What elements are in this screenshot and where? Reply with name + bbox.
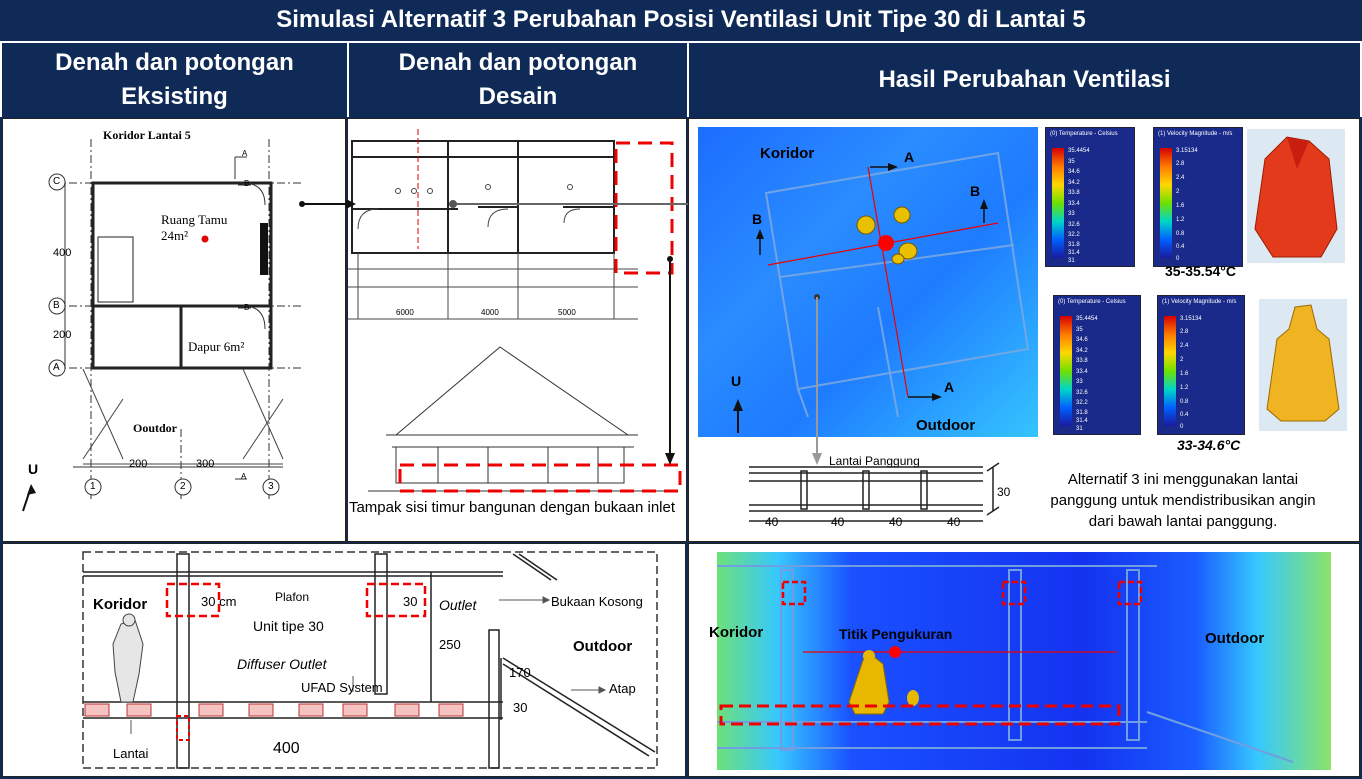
dim-bottom-300: 300	[196, 458, 215, 470]
grid-label-1: 1	[90, 481, 96, 492]
section-b-label: B	[244, 179, 250, 188]
section-dim-2: 40	[831, 515, 845, 529]
design-elevation-caption: Tampak sisi timur bangunan dengan bukaan inlet	[348, 499, 676, 516]
range-label-2: 33-34.6°C	[1177, 437, 1241, 453]
cfd-section-drawing	[717, 552, 1331, 770]
header-design	[347, 41, 687, 117]
outdoor-label: Ooutdor	[133, 421, 178, 435]
header-results	[687, 41, 1362, 117]
vel-bot-v0: 3.15134	[1180, 316, 1202, 322]
vel-top-v6: 0.8	[1176, 231, 1185, 237]
temp-top-v4: 33.8	[1068, 190, 1080, 196]
cfd-sec-a-top: A	[904, 149, 915, 165]
room-name-dapur: Dapur 6m²	[188, 339, 245, 354]
temp-bot-v6: 33	[1076, 379, 1083, 385]
result-description-line1: Alternatif 3 ini menggunakan lantai	[1067, 471, 1299, 488]
temp-top-v3: 34.2	[1068, 180, 1080, 186]
grid-label-2: 2	[180, 481, 186, 492]
section-dim-30: 30	[513, 700, 528, 715]
section-outlet-label: Outlet	[439, 597, 477, 613]
temp-top-v2: 34.6	[1068, 169, 1080, 175]
section-design-drawing	[3, 544, 687, 778]
temp-bot-v1: 35	[1076, 327, 1083, 333]
range-label-1: 35-35.54°C	[1165, 263, 1236, 279]
section-height-label: 30	[997, 485, 1011, 499]
section-unit-label: Unit tipe 30	[253, 618, 324, 634]
vel-top-v7: 0.4	[1176, 244, 1185, 250]
temp-bot-v10: 31.4	[1076, 418, 1088, 424]
temp-top-v9: 31.8	[1068, 242, 1080, 248]
temp-top-v10: 31.4	[1068, 250, 1080, 256]
dim-400: 400	[53, 247, 72, 259]
vel-top-v3: 2	[1176, 189, 1180, 195]
dim-bottom-200: 200	[129, 458, 148, 470]
result-description-line3: dari bawah lantai panggung.	[1088, 513, 1278, 530]
design-dim-5000: 5000	[558, 308, 576, 317]
vel-top-v8: 0	[1176, 256, 1180, 262]
temp-bot-v9: 31.8	[1076, 410, 1088, 416]
vel-bot-v6: 0.8	[1180, 399, 1189, 405]
vel-top-v2: 2.4	[1176, 175, 1185, 181]
header-design-line1: Denah dan potongan	[398, 49, 638, 76]
cfd-section-koridor-label: Koridor	[709, 624, 764, 641]
section-a-top: A	[242, 149, 248, 158]
section-result-panel	[688, 543, 1360, 777]
vel-bot-v5: 1.2	[1180, 385, 1189, 391]
vel-bot-v1: 2.8	[1180, 329, 1189, 335]
temp-top-v5: 33.4	[1068, 201, 1080, 207]
cfd-outdoor-label: Outdoor	[916, 417, 976, 434]
existing-plan-panel	[2, 118, 346, 542]
section-ufad-label: UFAD System	[301, 680, 383, 695]
section-dim-170: 170	[509, 665, 531, 680]
cfd-section-result	[709, 552, 1331, 770]
header-results-text: Hasil Perubahan Ventilasi	[878, 66, 1171, 93]
vel-bot-v3: 2	[1180, 357, 1184, 363]
page-title: Simulasi Alternatif 3 Perubahan Posisi Ventilasi Unit Tipe 30 di Lantai 5	[0, 0, 1362, 40]
section-dim-400: 400	[273, 740, 300, 757]
lantai-panggung-label: Lantai Panggung	[829, 454, 920, 468]
vel-bot-v7: 0.4	[1180, 412, 1189, 418]
vel-legend-top-title: (1) Velocity Magnitude - m/s	[1158, 131, 1233, 137]
temp-bot-v8: 32.2	[1076, 400, 1088, 406]
section-lantai-label: Lantai	[113, 746, 149, 761]
temp-top-v1: 35	[1068, 159, 1075, 165]
cfd-sec-a-bottom: A	[944, 379, 955, 395]
temp-bot-v7: 32.6	[1076, 390, 1088, 396]
section-plafon-label: Plafon	[275, 590, 310, 604]
header-existing-line2: Eksisting	[121, 83, 228, 110]
temp-legend-top-title: (0) Temperature - Celsius	[1050, 131, 1118, 137]
section-bukaan-label: Bukaan Kosong	[551, 594, 643, 609]
temp-bot-v0: 35.4454	[1076, 316, 1098, 322]
temp-bot-v4: 33.8	[1076, 358, 1088, 364]
section-design-panel	[2, 543, 686, 777]
section-dim-250: 250	[439, 637, 461, 652]
temp-bot-v11: 31	[1076, 426, 1083, 432]
section-c-label: B	[244, 303, 250, 312]
cfd-north-label: U	[731, 373, 742, 389]
design-dim-6000: 6000	[396, 308, 414, 317]
cfd-koridor-label: Koridor	[760, 145, 815, 162]
temp-legend-bottom-title: (0) Temperature - Celsius	[1058, 299, 1126, 305]
room-area-ruang-tamu: 24m²	[161, 228, 189, 243]
grid-label-a: A	[53, 362, 60, 373]
temp-top-v0: 35.4454	[1068, 148, 1090, 154]
north-label: U	[28, 461, 39, 477]
temp-bot-v2: 34.6	[1076, 337, 1088, 343]
results-panel	[688, 118, 1360, 542]
header-design-line2: Desain	[478, 83, 558, 110]
section-outdoor-label: Outdoor	[573, 638, 633, 655]
cfd-sec-b-right: B	[970, 183, 981, 199]
section-dim-1: 40	[765, 515, 779, 529]
vel-bot-v8: 0	[1180, 424, 1184, 430]
temp-bot-v5: 33.4	[1076, 369, 1088, 375]
section-30-label: 30	[403, 594, 418, 609]
temp-top-v11: 31	[1068, 258, 1075, 264]
section-atap-label: Atap	[609, 681, 636, 696]
grid-label-c: C	[53, 176, 61, 187]
section-diffuser-label: Diffuser Outlet	[237, 656, 327, 672]
grid-label-3: 3	[268, 481, 274, 492]
temp-bot-v3: 34.2	[1076, 348, 1088, 354]
vel-top-v1: 2.8	[1176, 161, 1185, 167]
design-plan-drawing	[348, 119, 688, 543]
section-a-bottom: A	[241, 472, 247, 481]
room-name-ruang-tamu: Ruang Tamu	[161, 212, 228, 227]
cfd-sec-b-left: B	[752, 211, 763, 227]
cfd-section-outdoor-label: Outdoor	[1205, 630, 1265, 647]
section-dim-4: 40	[947, 515, 961, 529]
dim-200: 200	[53, 329, 72, 341]
design-plan-panel	[347, 118, 687, 542]
header-existing-line1: Denah dan potongan	[55, 49, 294, 76]
grid-label-b: B	[53, 300, 60, 311]
result-description	[1021, 469, 1345, 532]
section-30cm-label: 30 cm	[201, 594, 237, 609]
temp-top-v8: 32.2	[1068, 232, 1080, 238]
design-dim-4000: 4000	[481, 308, 499, 317]
header-existing	[0, 41, 347, 117]
vel-top-v0: 3.15134	[1176, 148, 1198, 154]
cfd-section-titik-label: Titik Pengukuran	[839, 626, 953, 642]
vel-top-v4: 1.6	[1176, 203, 1185, 209]
vel-bot-v4: 1.6	[1180, 371, 1189, 377]
vel-legend-bottom-title: (1) Velocity Magnitude - m/s	[1162, 299, 1237, 305]
section-koridor-label: Koridor	[93, 596, 148, 613]
section-dim-3: 40	[889, 515, 903, 529]
existing-plan-heading: Koridor Lantai 5	[103, 128, 191, 142]
temp-top-v6: 33	[1068, 211, 1075, 217]
result-description-line2: panggung untuk mendistribusikan angin	[1050, 492, 1316, 509]
temp-top-v7: 32.6	[1068, 222, 1080, 228]
vel-top-v5: 1.2	[1176, 217, 1185, 223]
vel-bot-v2: 2.4	[1180, 343, 1189, 349]
